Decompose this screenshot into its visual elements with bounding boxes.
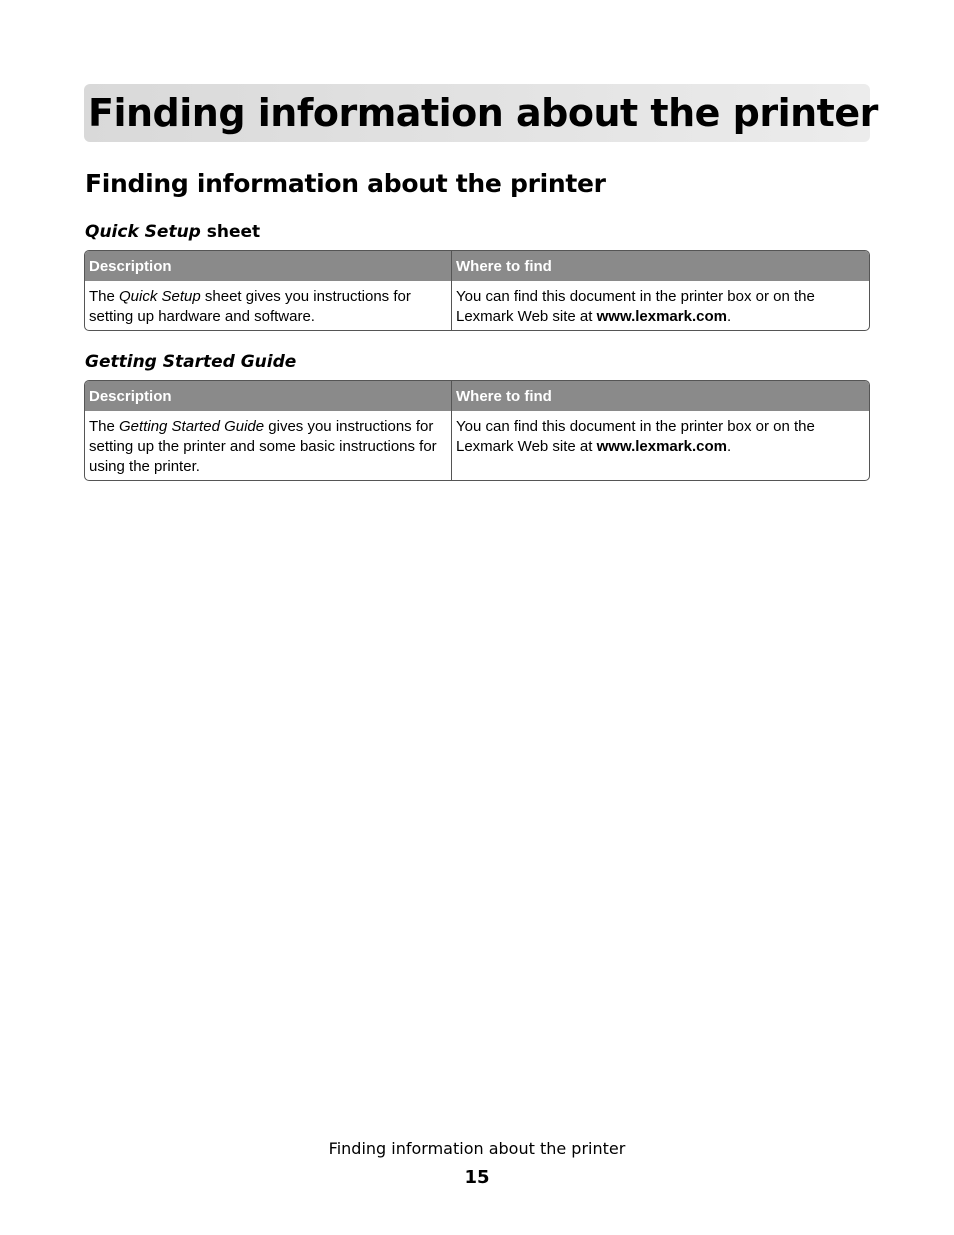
subheading-italic: Quick Setup (85, 222, 201, 242)
chapter-banner (84, 84, 878, 142)
desc-italic: Getting Started Guide (119, 418, 265, 435)
subheading-quick-setup (85, 221, 260, 243)
header-description: Description (85, 251, 452, 281)
chapter-title: Finding information about the printer (88, 91, 878, 135)
header-where-to-find: Where to find (456, 388, 552, 405)
section-title: Finding information about the printer (85, 169, 606, 198)
where-to-find-cell (452, 411, 869, 480)
desc-text: The (89, 288, 120, 305)
description-cell (85, 281, 452, 330)
desc-text: The (89, 418, 120, 435)
header-where-to-find: Where to find (456, 258, 552, 275)
desc-text: gives you instructions for setting up the printer and some basic instructions for using the printer. (89, 418, 437, 475)
footer-chapter-title: Finding information about the printer (328, 1139, 626, 1158)
quick-setup-table (84, 250, 870, 331)
where-to-find-cell (452, 281, 869, 330)
where-text: You can find this document in the printer box or on the Lexmark Web site at (456, 418, 815, 455)
subheading-getting-started (85, 351, 296, 373)
table-header-row (85, 251, 869, 281)
page-number: 15 (464, 1167, 490, 1188)
desc-text: sheet gives you instructions for setting up hardware and software. (89, 288, 411, 325)
table-row (85, 411, 869, 480)
website-link[interactable]: www.lexmark.com (596, 308, 727, 325)
subheading-italic: Getting Started Guide (85, 352, 297, 372)
header-description: Description (85, 381, 452, 411)
where-text: . (726, 308, 732, 325)
where-text: . (726, 438, 732, 455)
getting-started-table (84, 380, 870, 481)
website-link[interactable]: www.lexmark.com (596, 438, 727, 455)
description-cell (85, 411, 452, 480)
where-text: You can find this document in the printer box or on the Lexmark Web site at (456, 288, 815, 325)
desc-italic: Quick Setup (119, 288, 201, 305)
table-row (85, 281, 869, 330)
subheading-rest: sheet (200, 222, 261, 242)
table-header-row (85, 381, 869, 411)
